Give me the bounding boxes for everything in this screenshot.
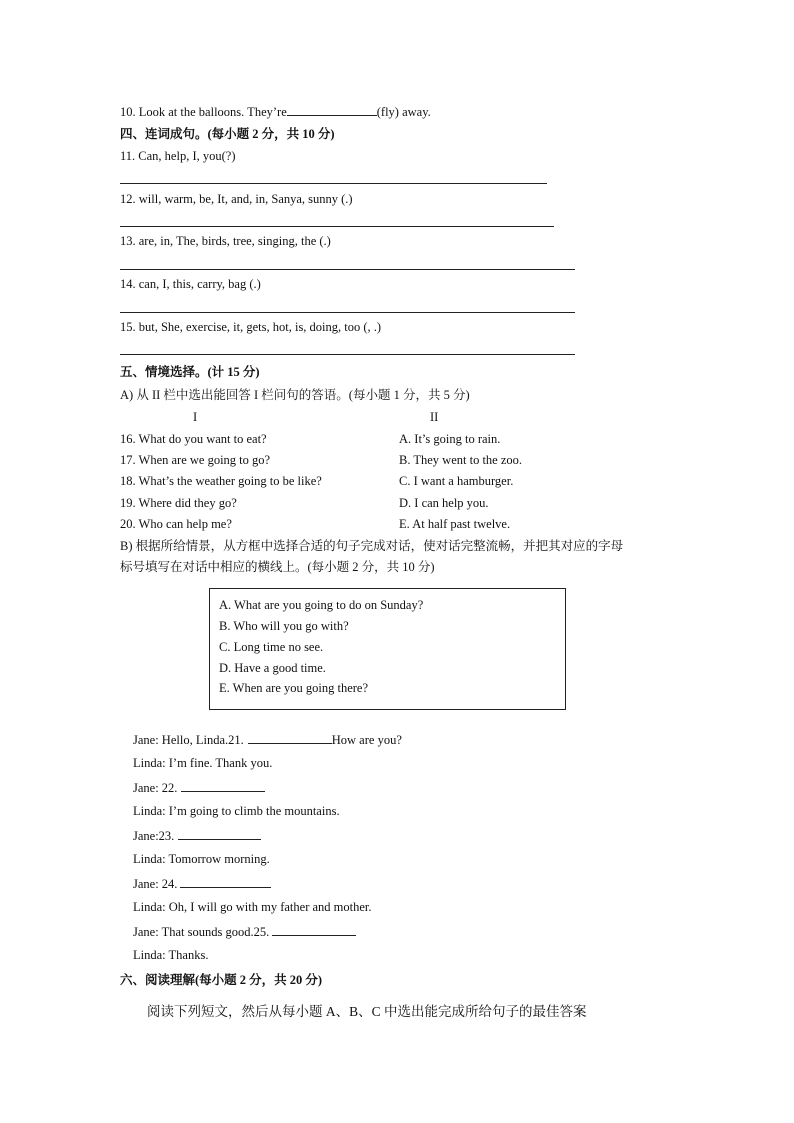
section-4-title: 四、连词成句。(每小题 2 分，共 10 分) — [120, 127, 335, 141]
option-a: A. What are you going to do on Sunday? — [219, 598, 424, 612]
matching-answer: C. I want a hamburger. — [399, 474, 514, 488]
question-11: 11. Can, help, I, you(?) — [120, 149, 236, 163]
option-c: C. Long time no see. — [219, 640, 324, 654]
dialogue-text: Jane: 24. — [133, 877, 178, 891]
dialogue-line: Linda: I’m going to climb the mountains. — [133, 804, 340, 818]
dialogue-line: Linda: Thanks. — [133, 948, 209, 962]
answer-line[interactable] — [120, 354, 575, 355]
answer-blank[interactable] — [248, 731, 332, 744]
answer-blank[interactable] — [272, 923, 356, 936]
part-a-instructions: A) 从 II 栏中选出能回答 I 栏问句的答语。(每小题 1 分，共 5 分) — [120, 388, 470, 402]
answer-blank[interactable] — [178, 827, 261, 840]
part-b-instructions: B) 根据所给情景，从方框中选择合适的句子完成对话，使对话完整流畅，并把其对应的字母 — [120, 539, 624, 553]
question-15: 15. but, She, exercise, it, gets, hot, is, doing, too (, .) — [120, 320, 382, 334]
matching-question: 18. What’s the weather going to be like? — [120, 474, 322, 488]
answer-line[interactable] — [120, 226, 554, 227]
matching-question: 17. When are we going to go? — [120, 453, 271, 467]
question-10-text: 10. Look at the balloons. They’re — [120, 105, 287, 119]
dialogue-text: Jane: Hello, Linda.21. — [133, 733, 244, 747]
dialogue-text: Jane: That sounds good.25. — [133, 925, 270, 939]
answer-line[interactable] — [120, 183, 547, 184]
answer-line[interactable] — [120, 312, 575, 313]
question-14: 14. can, I, this, carry, bag (.) — [120, 277, 261, 291]
option-e: E. When are you going there? — [219, 681, 369, 695]
answer-blank[interactable] — [287, 103, 377, 116]
dialogue-line — [133, 731, 402, 748]
answer-line[interactable] — [120, 269, 575, 270]
dialogue-line — [133, 827, 261, 844]
option-d: D. Have a good time. — [219, 661, 326, 675]
options-box — [209, 588, 566, 710]
dialogue-text: Jane: 22. — [133, 781, 178, 795]
matching-question: 19. Where did they go? — [120, 496, 237, 510]
dialogue-line: Linda: I’m fine. Thank you. — [133, 756, 273, 770]
column-ii-header: II — [430, 410, 439, 424]
matching-answer: B. They went to the zoo. — [399, 453, 523, 467]
matching-question: 16. What do you want to eat? — [120, 432, 267, 446]
answer-blank[interactable] — [181, 779, 265, 792]
column-i-header: I — [193, 410, 198, 424]
dialogue-line — [133, 923, 356, 940]
dialogue-line — [133, 875, 271, 892]
part-b-instructions-cont: 标号填写在对话中相应的横线上。(每小题 2 分，共 10 分) — [120, 560, 435, 574]
reading-instructions: 阅读下列短文，然后从每小题 A、B、C 中选出能完成所给句子的最佳答案 — [147, 1004, 587, 1019]
dialogue-text: How are you? — [331, 733, 402, 747]
matching-answer: E. At half past twelve. — [399, 517, 511, 531]
question-12: 12. will, warm, be, It, and, in, Sanya, sunny (.) — [120, 192, 353, 206]
matching-answer: A. It’s going to rain. — [399, 432, 501, 446]
section-6-title: 六、阅读理解(每小题 2 分，共 20 分) — [120, 973, 323, 987]
question-13: 13. are, in, The, birds, tree, singing, the (.) — [120, 234, 331, 248]
answer-blank[interactable] — [180, 875, 271, 888]
section-5-title: 五、情境选择。(计 15 分) — [120, 365, 260, 379]
dialogue-line: Linda: Tomorrow morning. — [133, 852, 270, 866]
matching-question: 20. Who can help me? — [120, 517, 232, 531]
matching-answer: D. I can help you. — [399, 496, 489, 510]
option-b: B. Who will you go with? — [219, 619, 349, 633]
question-10-hint: (fly) away. — [376, 105, 431, 119]
question-10 — [120, 103, 431, 120]
dialogue-line — [133, 779, 265, 796]
dialogue-line: Linda: Oh, I will go with my father and mother. — [133, 900, 372, 914]
dialogue-text: Jane:23. — [133, 829, 175, 843]
